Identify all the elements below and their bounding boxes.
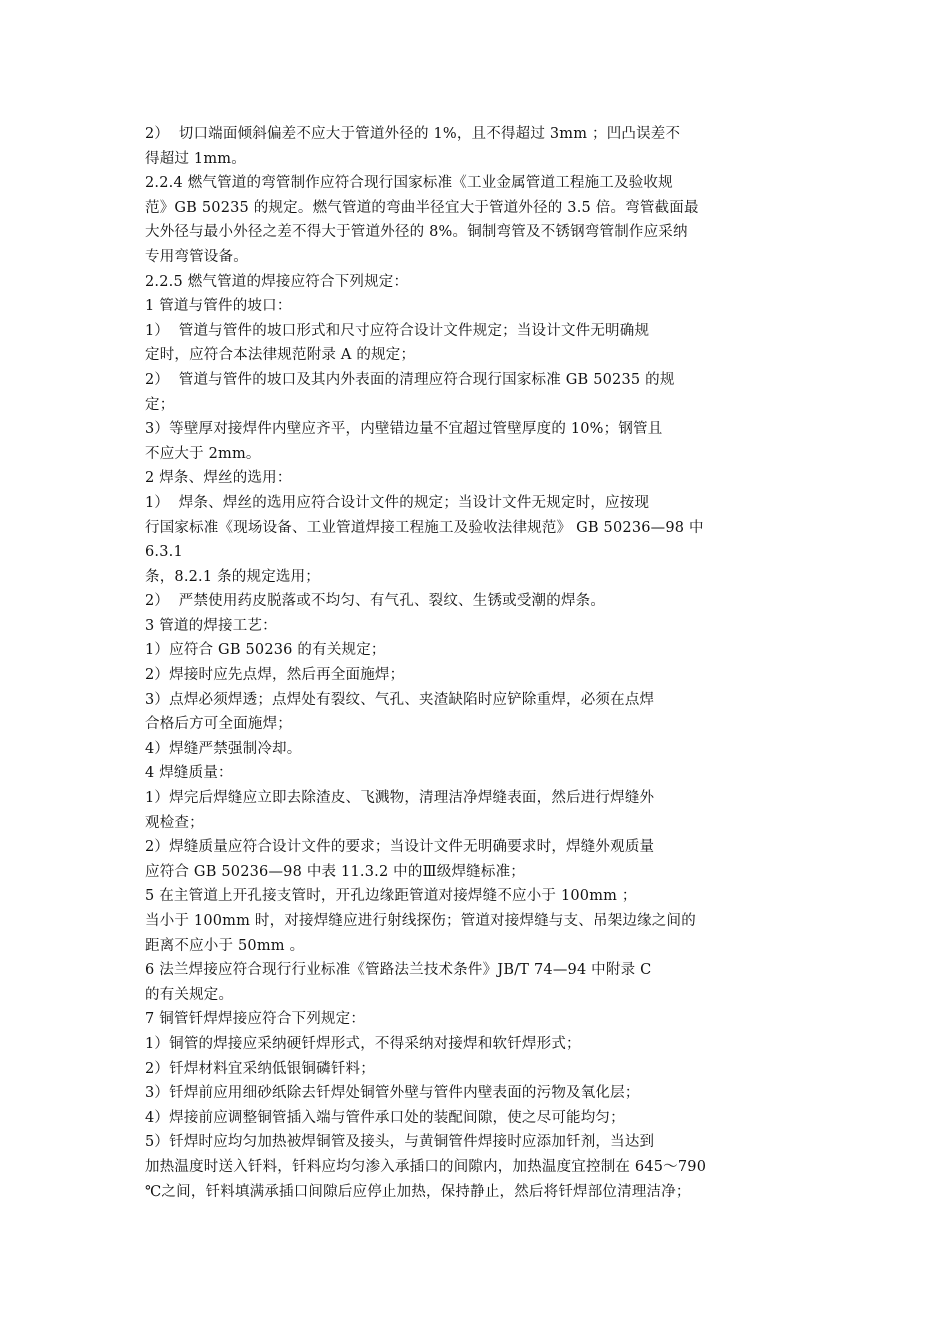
text-line: 行国家标准《现场设备、工业管道焊接工程施工及验收法律规范》 GB 50236—98 中 [145,519,704,536]
text-line: 3）钎焊前应用细砂纸除去钎焊处铜管外壁与管件内壁表面的污物及氧化层； [145,1085,640,1102]
text-line: 专用弯管设备。 [145,248,248,265]
section-heading: 2.2.4 燃气管道的弯管制作应符合现行国家标准《工业金属管道工程施工及验收规 [145,175,673,192]
subsection-heading: 3 管道的焊接工艺： [145,617,277,634]
text-line: 6 法兰焊接应符合现行行业标准《管路法兰技术条件》JB/T 74—94 中附录 C [145,962,652,979]
text-line: 定时，应符合本法律规范附录 A 的规定； [145,347,416,364]
subsection-heading: 2 焊条、焊丝的选用： [145,470,292,487]
text-line: 5 在主管道上开孔接支管时，开孔边缘距管道对接焊缝不应小于 100mm ； [145,888,637,905]
text-line: 大外径与最小外径之差不得大于管道外径的 8%。铜制弯管及不锈钢弯管制作应采纳 [145,224,688,241]
text-line: 定； [145,396,175,413]
text-line: 加热温度时送入钎料，钎料应均匀渗入承插口的间隙内，加热温度宜控制在 645～790 [145,1158,707,1175]
text-line: 2） 切口端面倾斜偏差不应大于管道外径的 1%，且不得超过 3mm ；凹凸误差不 [145,126,681,142]
text-line: 范》GB 50235 的规定。燃气管道的弯曲半径宜大于管道外径的 3.5 倍。弯管截面最 [145,199,699,216]
text-line: 条，8.2.1 条的规定选用； [145,568,321,585]
text-line: 2）焊缝质量应符合设计文件的要求；当设计文件无明确要求时，焊缝外观质量 [145,839,655,856]
text-line: 不应大于 2mm。 [145,445,261,462]
text-line: 1） 管道与管件的坡口形式和尺寸应符合设计文件规定；当设计文件无明确规 [145,322,650,339]
text-line: 观检查； [145,814,204,831]
text-line: 得超过 1mm。 [145,150,246,167]
text-line: 2） 管道与管件的坡口及其内外表面的清理应符合现行国家标准 GB 50235 的规 [145,371,675,388]
text-line: 5）钎焊时应均匀加热被焊铜管及接头，与黄铜管件焊接时应添加钎剂，当达到 [145,1134,655,1151]
text-line: 6.3.1 [145,544,183,561]
text-line: 4）焊缝严禁强制冷却。 [145,740,302,757]
text-line: 4）焊接前应调整铜管插入端与管件承口处的装配间隙，使之尽可能均匀； [145,1109,625,1126]
text-line: 2）焊接时应先点焊，然后再全面施焊； [145,667,405,684]
text-line: 1）应符合 GB 50236 的有关规定； [145,642,386,659]
text-line: 1） 焊条、焊丝的选用应符合设计文件的规定；当设计文件无规定时，应按现 [145,494,650,511]
text-line: 距离不应小于 50mm 。 [145,937,305,954]
text-line: 1）铜管的焊接应采纳硬钎焊形式，不得采纳对接焊和软钎焊形式； [145,1035,581,1052]
text-line: 当小于 100mm 时，对接焊缝应进行射线探伤；管道对接焊缝与支、吊架边缘之间的 [145,913,696,929]
section-heading: 2.2.5 燃气管道的焊接应符合下列规定： [145,273,409,290]
text-line: 3）等壁厚对接焊件内壁应齐平，内壁错边量不宜超过管壁厚度的 10%；钢管且 [145,421,663,438]
text-line: ℃之间，钎料填满承插口间隙后应停止加热，保持静止，然后将钎焊部位清理洁净； [145,1183,691,1200]
text-line: 2） 严禁使用药皮脱落或不均匀、有气孔、裂纹、生锈或受潮的焊条。 [145,593,606,610]
subsection-heading: 7 铜管钎焊焊接应符合下列规定： [145,1011,366,1028]
text-line: 1）焊完后焊缝应立即去除渣皮、飞溅物，清理洁净焊缝表面，然后进行焊缝外 [145,790,655,807]
subsection-heading: 4 焊缝质量： [145,765,233,782]
text-line: 的有关规定。 [145,986,234,1003]
text-line: 2）钎焊材料宜采纳低银铜磷钎料； [145,1060,375,1077]
text-line: 合格后方可全面施焊； [145,716,292,733]
text-line: 3）点焊必须焊透；点焊处有裂纹、气孔、夹渣缺陷时应铲除重焊，必须在点焊 [145,691,655,708]
text-line: 应符合 GB 50236—98 中表 11.3.2 中的Ⅲ级焊缝标准； [145,863,525,880]
subsection-heading: 1 管道与管件的坡口： [145,298,292,315]
document-body [145,122,785,1204]
